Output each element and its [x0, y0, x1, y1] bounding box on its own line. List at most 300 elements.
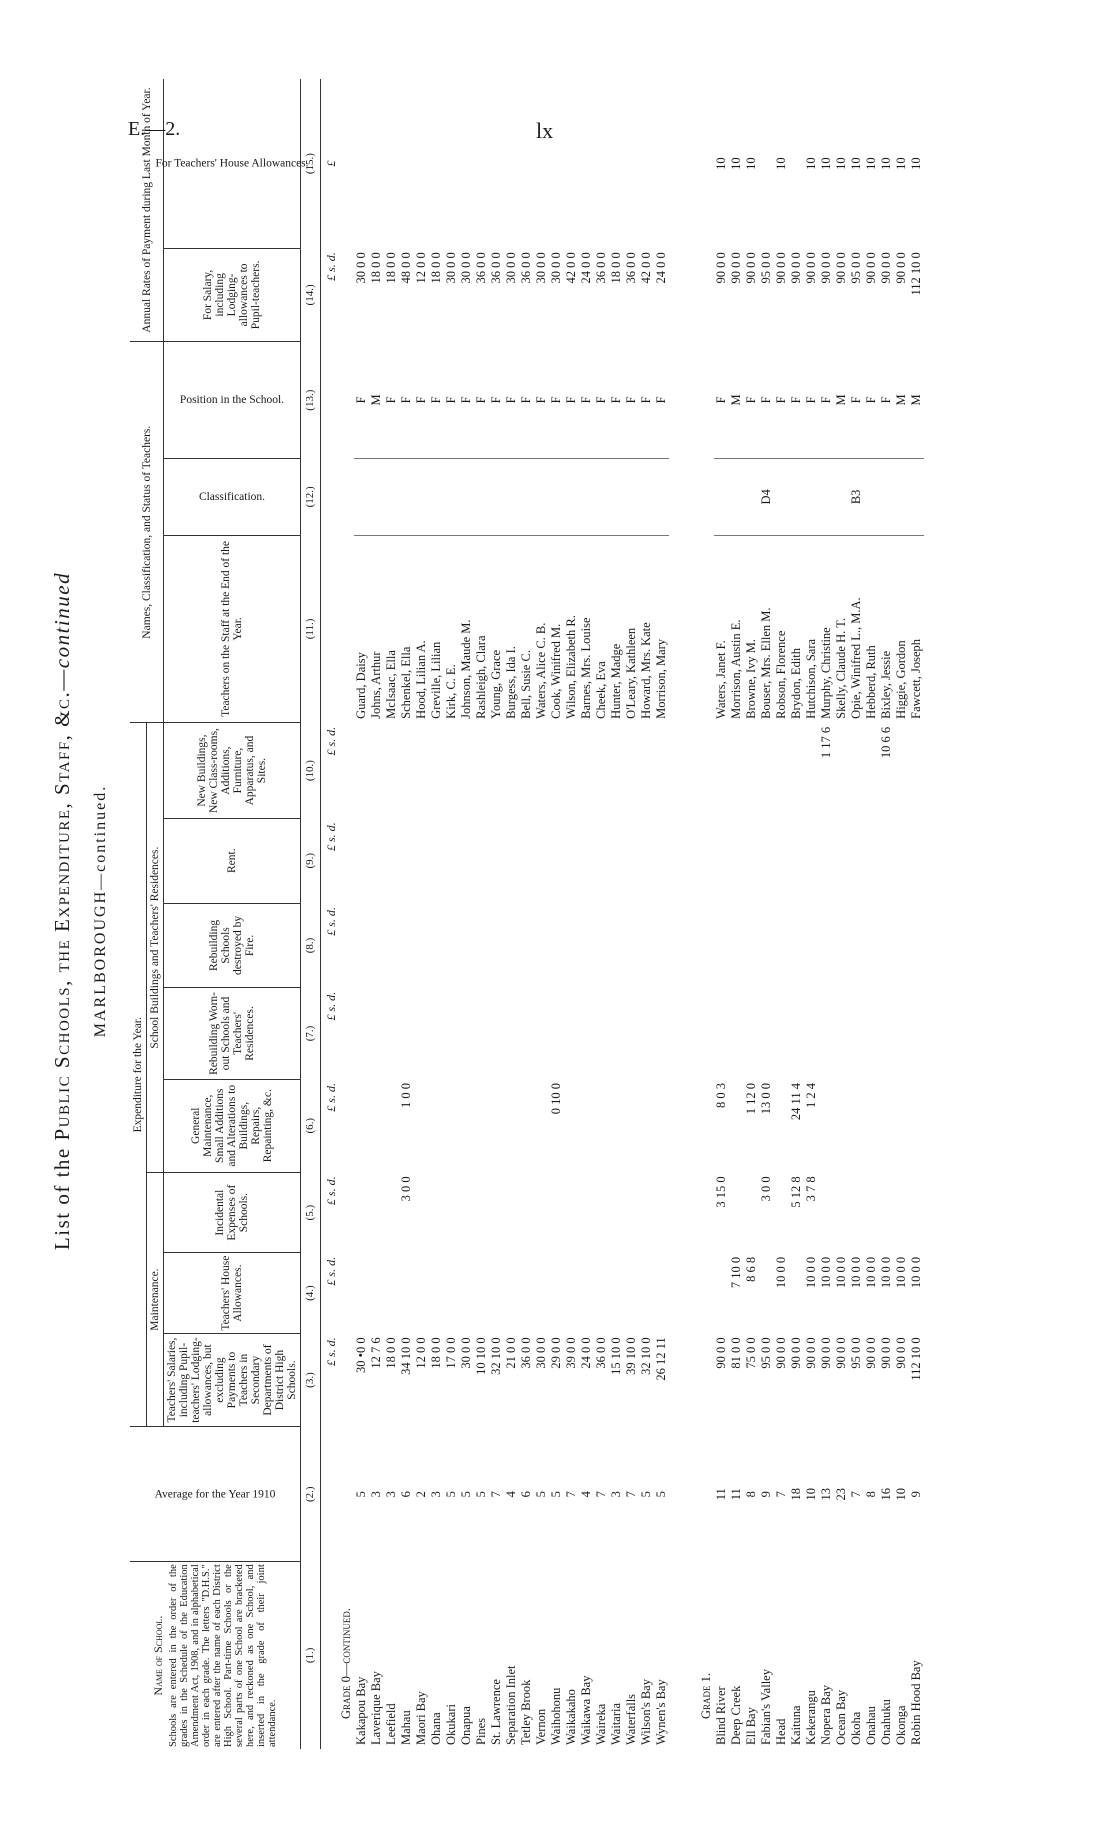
cell-empty — [534, 903, 549, 988]
cell-rate: 18 0 0 — [609, 252, 623, 284]
cell-empty — [714, 903, 729, 988]
cell-empty — [609, 79, 624, 248]
cell-pos: M — [909, 342, 924, 459]
cell-hrate: 10 — [774, 157, 788, 170]
cell-sal: 75 0 0 — [744, 1337, 758, 1369]
cell-empty — [384, 988, 399, 1079]
cell-teacher: Hunter, Madge — [609, 643, 623, 719]
cell-empty — [609, 903, 624, 988]
cell-rate: 30 0 0 — [504, 252, 518, 284]
cell-maint: 1 2 4 — [804, 1083, 818, 1109]
cell-pos: F — [444, 342, 459, 459]
cell-house: 7 10 0 — [729, 1256, 743, 1289]
cell-empty — [759, 1253, 774, 1333]
cell-empty — [549, 818, 564, 903]
cell-sal: 90 0 0 — [894, 1337, 908, 1369]
cell-empty — [519, 723, 534, 819]
cell-teacher: Kirk, C. E. — [444, 664, 458, 719]
cell-avg: 7 — [849, 1491, 863, 1498]
cell-empty — [564, 1253, 579, 1333]
cell-pos: M — [729, 342, 744, 459]
cell-empty — [879, 1079, 894, 1172]
col15-header: For Teachers' House Allowances. — [164, 79, 301, 248]
cell-house: 10 0 0 — [894, 1256, 908, 1289]
cell-sal: 112 10 0 — [909, 1337, 923, 1381]
cell-empty — [714, 723, 729, 819]
cell-teacher: Hebberd, Ruth — [864, 645, 878, 719]
cell-empty — [654, 1253, 669, 1333]
cell-school: Pines — [474, 1717, 488, 1745]
cell-house: 10 0 0 — [774, 1256, 788, 1289]
cell-empty — [519, 988, 534, 1079]
cell-teacher: Rashleigh, Clara — [474, 635, 488, 719]
cell-empty — [369, 1079, 384, 1172]
cell-hrate: 10 — [909, 157, 923, 170]
cell-pos: F — [504, 342, 519, 459]
cell-empty — [489, 818, 504, 903]
cell-empty — [579, 988, 594, 1079]
cell-avg: 5 — [474, 1491, 488, 1498]
cell-empty — [594, 1079, 609, 1172]
cell-pos: F — [534, 342, 549, 459]
cell-avg: 11 — [714, 1488, 728, 1501]
cell-empty — [759, 903, 774, 988]
cell-empty — [429, 1079, 444, 1172]
cell-avg: 7 — [624, 1491, 638, 1498]
cell-empty — [504, 818, 519, 903]
cell-house: 10 0 0 — [849, 1256, 863, 1289]
cell-empty — [909, 459, 924, 535]
page-number: lx — [536, 118, 554, 143]
cell-inc: 3 7 8 — [804, 1176, 818, 1202]
cell-empty — [579, 1172, 594, 1252]
cell-empty — [819, 1079, 834, 1172]
col7-header: Rebuilding Worn-out Schools and Teachers' Residences. — [164, 988, 301, 1079]
cell-empty — [774, 988, 789, 1079]
cell-rate: 30 0 0 — [459, 252, 473, 284]
cell-empty — [414, 903, 429, 988]
cell-school: Waireka — [594, 1703, 608, 1745]
cell-house: 10 0 0 — [879, 1256, 893, 1289]
cell-empty — [549, 1253, 564, 1333]
cell-empty — [474, 988, 489, 1079]
cell-teacher: Murphy, Christine — [819, 627, 833, 719]
cell-empty — [399, 903, 414, 988]
cell-pos: F — [819, 342, 834, 459]
cell-empty — [369, 459, 384, 535]
cell-empty — [804, 818, 819, 903]
cell-empty — [564, 459, 579, 535]
cell-teacher: Wilson, Elizabeth R. — [564, 615, 578, 719]
cell-rate: 30 0 0 — [444, 252, 458, 284]
cell-empty — [819, 903, 834, 988]
cell-empty — [654, 1079, 669, 1172]
cell-empty — [819, 818, 834, 903]
cell-empty — [534, 459, 549, 535]
cell-rate: 36 0 0 — [489, 252, 503, 284]
cell-empty — [534, 79, 549, 248]
cell-sal: 90 0 0 — [819, 1337, 833, 1369]
cell-sal: 10 10 0 — [474, 1337, 488, 1375]
cell-empty — [864, 723, 879, 819]
cell-school: Maori Bay — [414, 1691, 428, 1745]
cell-empty — [459, 903, 474, 988]
cell-empty — [354, 988, 369, 1079]
grade-label-row: Grade 1. — [699, 1672, 713, 1719]
cell-empty — [429, 79, 444, 248]
cell-empty — [624, 723, 639, 819]
cell-empty — [414, 459, 429, 535]
cell-teacher: Bixley, Jessie — [879, 650, 893, 719]
cell-empty — [714, 818, 729, 903]
table-row — [594, 79, 609, 1749]
cell-empty — [594, 1172, 609, 1252]
cell-avg: 5 — [654, 1491, 668, 1498]
cell-school: Leefield — [384, 1703, 398, 1745]
cell-empty — [864, 903, 879, 988]
cell-hrate: 10 — [879, 157, 893, 170]
cell-empty — [489, 459, 504, 535]
table-row — [474, 79, 489, 1749]
table-row — [384, 79, 399, 1749]
table-row — [864, 79, 879, 1749]
cell-teacher: Browne, Ivy M. — [744, 638, 758, 719]
cell-pos: F — [459, 342, 474, 459]
cell-teacher: Opie, Winifred L., M.A. — [849, 597, 863, 719]
cell-pos: F — [414, 342, 429, 459]
cell-pos: F — [399, 342, 414, 459]
cell-maint: 1 0 0 — [399, 1083, 413, 1109]
cell-teacher: Higgie, Gordon — [894, 640, 908, 719]
cell-empty — [579, 723, 594, 819]
cell-teacher: Hutchison, Sara — [804, 638, 818, 719]
cell-rate: 90 0 0 — [864, 252, 878, 284]
cell-empty — [624, 903, 639, 988]
cell-empty — [834, 1172, 849, 1252]
cell-teacher: Johns, Arthur — [369, 651, 383, 719]
cell-empty — [864, 988, 879, 1079]
cell-avg: 7 — [594, 1491, 608, 1498]
cell-empty — [474, 818, 489, 903]
table-row — [519, 79, 534, 1749]
cell-sal: 30 0 0 — [459, 1337, 473, 1369]
cell-pos: F — [474, 342, 489, 459]
cell-empty — [459, 723, 474, 819]
cell-empty — [879, 988, 894, 1079]
cell-pos: F — [744, 342, 759, 459]
rates-group-header: Annual Rates of Payment during Last Month of Year. — [130, 79, 164, 342]
teachers-group-header: Names, Classification, and Status of Teachers. — [130, 342, 164, 723]
cell-empty — [384, 903, 399, 988]
cell-empty — [624, 79, 639, 248]
cell-maint: 1 12 0 — [744, 1083, 758, 1115]
cell-empty — [819, 459, 834, 535]
cell-empty — [849, 1172, 864, 1252]
cell-empty — [879, 1172, 894, 1252]
cell-rate: 90 0 0 — [879, 252, 893, 284]
cell-empty — [864, 1079, 879, 1172]
cell-empty — [414, 79, 429, 248]
cell-teacher: Morrison, Austin E. — [729, 619, 743, 719]
cell-inc: 3 0 0 — [399, 1176, 413, 1202]
cell-empty — [639, 79, 654, 248]
table-row — [834, 79, 849, 1749]
cell-sal: 24 0 0 — [579, 1337, 593, 1369]
cell-hrate: 10 — [744, 157, 758, 170]
cell-school: Kaituna — [789, 1705, 803, 1745]
cell-teacher: Fawcett, Joseph — [909, 638, 923, 719]
cell-empty — [384, 1253, 399, 1333]
cell-empty — [609, 1172, 624, 1252]
cell-empty — [549, 988, 564, 1079]
cell-teacher: Robson, Florence — [774, 630, 788, 719]
cell-empty — [639, 459, 654, 535]
cell-sal: 36 0 0 — [519, 1337, 533, 1369]
cell-pos: F — [804, 342, 819, 459]
cell-empty — [399, 459, 414, 535]
cell-empty — [774, 818, 789, 903]
cell-empty — [414, 1172, 429, 1252]
cell-empty — [354, 818, 369, 903]
cell-empty — [369, 818, 384, 903]
cell-empty — [564, 818, 579, 903]
cell-empty — [519, 79, 534, 248]
cell-empty — [774, 1172, 789, 1252]
cell-empty — [564, 903, 579, 988]
cell-maint: 0 10 0 — [549, 1083, 563, 1115]
cell-empty — [519, 1079, 534, 1172]
table-row — [459, 79, 474, 1749]
cell-empty — [759, 988, 774, 1079]
cell-empty — [384, 79, 399, 248]
col5-header: Incidental Expenses of Schools. — [164, 1172, 301, 1252]
cell-pos: M — [369, 342, 384, 459]
cell-empty — [519, 903, 534, 988]
cell-avg: 3 — [609, 1491, 623, 1498]
cell-pos: F — [594, 342, 609, 459]
cell-empty — [369, 79, 384, 248]
cell-empty — [744, 988, 759, 1079]
col13-header: Position in the School. — [164, 342, 301, 459]
cell-sal: 26 12 11 — [654, 1337, 668, 1381]
cell-teacher: Bouser, Mrs. Ellen M. — [759, 607, 773, 719]
cell-empty — [459, 1079, 474, 1172]
cell-sal: 95 0 0 — [759, 1337, 773, 1369]
cell-teacher: Skelly, Claude H. T. — [834, 618, 848, 719]
cell-empty — [444, 1253, 459, 1333]
cell-house: 10 0 0 — [819, 1256, 833, 1289]
cell-teacher: Johnson, Maude M. — [459, 619, 473, 719]
cell-empty — [654, 818, 669, 903]
cell-empty — [909, 903, 924, 988]
table-row — [444, 79, 459, 1749]
cell-empty — [609, 1079, 624, 1172]
spacer-row — [669, 79, 699, 1749]
cell-empty — [474, 1079, 489, 1172]
cell-empty — [534, 1253, 549, 1333]
cell-empty — [879, 459, 894, 535]
page-title: List of the Public Schools, the Expenditure, Staff, &c.—continued — [50, 571, 74, 1251]
cell-sal: 90 0 0 — [804, 1337, 818, 1369]
cell-empty — [864, 459, 879, 535]
cell-empty — [564, 79, 579, 248]
cell-school: Waikawa Bay — [579, 1675, 593, 1745]
cell-avg: 7 — [774, 1491, 788, 1498]
cell-rate: 90 0 0 — [774, 252, 788, 284]
cell-empty — [894, 459, 909, 535]
cell-empty — [714, 988, 729, 1079]
cell-empty — [504, 988, 519, 1079]
cell-school: Onahuku — [879, 1699, 893, 1745]
cell-school: Waitaria — [609, 1702, 623, 1745]
cell-empty — [399, 79, 414, 248]
cell-sal: 17 0 0 — [444, 1337, 458, 1369]
cell-empty — [534, 723, 549, 819]
cell-empty — [639, 1079, 654, 1172]
cell-empty — [729, 459, 744, 535]
cell-empty — [474, 903, 489, 988]
cell-school: Waterfalls — [624, 1693, 638, 1745]
cell-teacher: Waters, Janet F. — [714, 640, 728, 719]
cell-avg: 5 — [444, 1491, 458, 1498]
cell-avg: 23 — [834, 1488, 848, 1501]
cell-empty — [609, 818, 624, 903]
cell-empty — [354, 1079, 369, 1172]
cell-empty — [804, 459, 819, 535]
cell-rate: 30 0 0 — [534, 252, 548, 284]
cell-school: Waihohonu — [549, 1687, 563, 1745]
cell-hrate: 10 — [714, 157, 728, 170]
cell-inc: 5 12 8 — [789, 1176, 803, 1208]
cell-empty — [354, 723, 369, 819]
cell-empty — [594, 1253, 609, 1333]
cell-empty — [504, 1079, 519, 1172]
cell-avg: 7 — [489, 1491, 503, 1498]
cell-sal: 81 0 0 — [729, 1337, 743, 1369]
cell-school: Waikakaho — [564, 1689, 578, 1745]
cell-empty — [444, 1079, 459, 1172]
cell-sal: 90 0 0 — [789, 1337, 803, 1369]
cell-rate: 95 0 0 — [759, 252, 773, 284]
cell-hrate: 10 — [804, 157, 818, 170]
cell-empty — [459, 1172, 474, 1252]
cell-empty — [594, 988, 609, 1079]
cell-empty — [549, 723, 564, 819]
cell-empty — [444, 79, 459, 248]
cell-rate: 90 0 0 — [729, 252, 743, 284]
cell-empty — [639, 723, 654, 819]
cell-empty — [609, 459, 624, 535]
cell-empty — [609, 988, 624, 1079]
cell-maint: 13 0 0 — [759, 1083, 773, 1115]
cell-pos: F — [609, 342, 624, 459]
cell-avg: 7 — [564, 1491, 578, 1498]
cell-teacher: McIsaac, Ella — [384, 650, 398, 719]
cell-empty — [579, 79, 594, 248]
cell-empty — [369, 903, 384, 988]
cell-empty — [549, 459, 564, 535]
cell-hrate: 10 — [894, 157, 908, 170]
cell-pos: F — [789, 342, 804, 459]
cell-avg: 16 — [879, 1488, 893, 1501]
cell-empty — [579, 459, 594, 535]
cell-empty — [429, 723, 444, 819]
col11-header: Teachers on the Staff at the End of the Year. — [164, 535, 301, 723]
cell-pos: F — [489, 342, 504, 459]
cell-empty — [609, 1253, 624, 1333]
cell-empty — [879, 903, 894, 988]
cell-empty — [384, 818, 399, 903]
cell-empty — [504, 79, 519, 248]
cell-school: Ell Bay — [744, 1707, 758, 1745]
cell-school: Fabian's Valley — [759, 1669, 773, 1745]
cell-pos: F — [714, 342, 729, 459]
cell-sal: 15 10 0 — [609, 1337, 623, 1375]
cell-empty — [429, 988, 444, 1079]
cell-avg: 18 — [789, 1488, 803, 1501]
table-row — [909, 79, 924, 1749]
cell-empty — [474, 723, 489, 819]
cell-avg: 9 — [909, 1491, 923, 1498]
cell-avg: 10 — [804, 1488, 818, 1501]
cell-empty — [894, 903, 909, 988]
cell-empty — [834, 1079, 849, 1172]
cell-empty — [609, 723, 624, 819]
cell-empty — [549, 1172, 564, 1252]
table-row — [399, 79, 414, 1749]
district-heading: MARLBOROUGH—continued. — [92, 784, 109, 1038]
cell-empty — [549, 79, 564, 248]
cell-sal: 36 0 0 — [594, 1337, 608, 1369]
cell-empty — [459, 1253, 474, 1333]
cell-sal: 18 0 0 — [429, 1337, 443, 1369]
cell-empty — [489, 1253, 504, 1333]
cell-empty — [564, 1079, 579, 1172]
cell-empty — [804, 988, 819, 1079]
cell-pos: F — [549, 342, 564, 459]
cell-rate: 90 0 0 — [714, 252, 728, 284]
cell-hrate: 10 — [729, 157, 743, 170]
cell-teacher: O'Leary, Kathleen — [624, 627, 638, 719]
cell-empty — [579, 818, 594, 903]
cell-empty — [459, 988, 474, 1079]
cell-teacher: Schenkel, Ella — [399, 646, 413, 719]
cell-avg: 3 — [384, 1491, 398, 1498]
cell-avg: 5 — [354, 1491, 368, 1498]
cell-empty — [789, 79, 804, 248]
cell-teacher: Howard, Mrs. Kate — [639, 622, 653, 719]
cell-teacher: Brydon, Edith — [789, 647, 803, 719]
table-row — [564, 79, 579, 1749]
table-row — [429, 79, 444, 1749]
cell-sal: 18 0 0 — [384, 1337, 398, 1369]
cell-school: Wilson's Bay — [639, 1679, 653, 1745]
cell-rate: 95 0 0 — [849, 252, 863, 284]
cell-empty — [564, 723, 579, 819]
grade-label-row: Grade 0—continued. — [339, 1607, 353, 1719]
cell-hrate: 10 — [864, 157, 878, 170]
cell-empty — [774, 459, 789, 535]
cell-empty — [504, 1172, 519, 1252]
cell-sal: 30 0 0 — [534, 1337, 548, 1369]
cell-empty — [909, 1079, 924, 1172]
cell-empty — [849, 1079, 864, 1172]
cell-avg: 4 — [579, 1491, 593, 1498]
cell-empty — [729, 818, 744, 903]
cell-empty — [729, 723, 744, 819]
cell-empty — [429, 903, 444, 988]
cell-school: Kekerangu — [804, 1690, 818, 1745]
